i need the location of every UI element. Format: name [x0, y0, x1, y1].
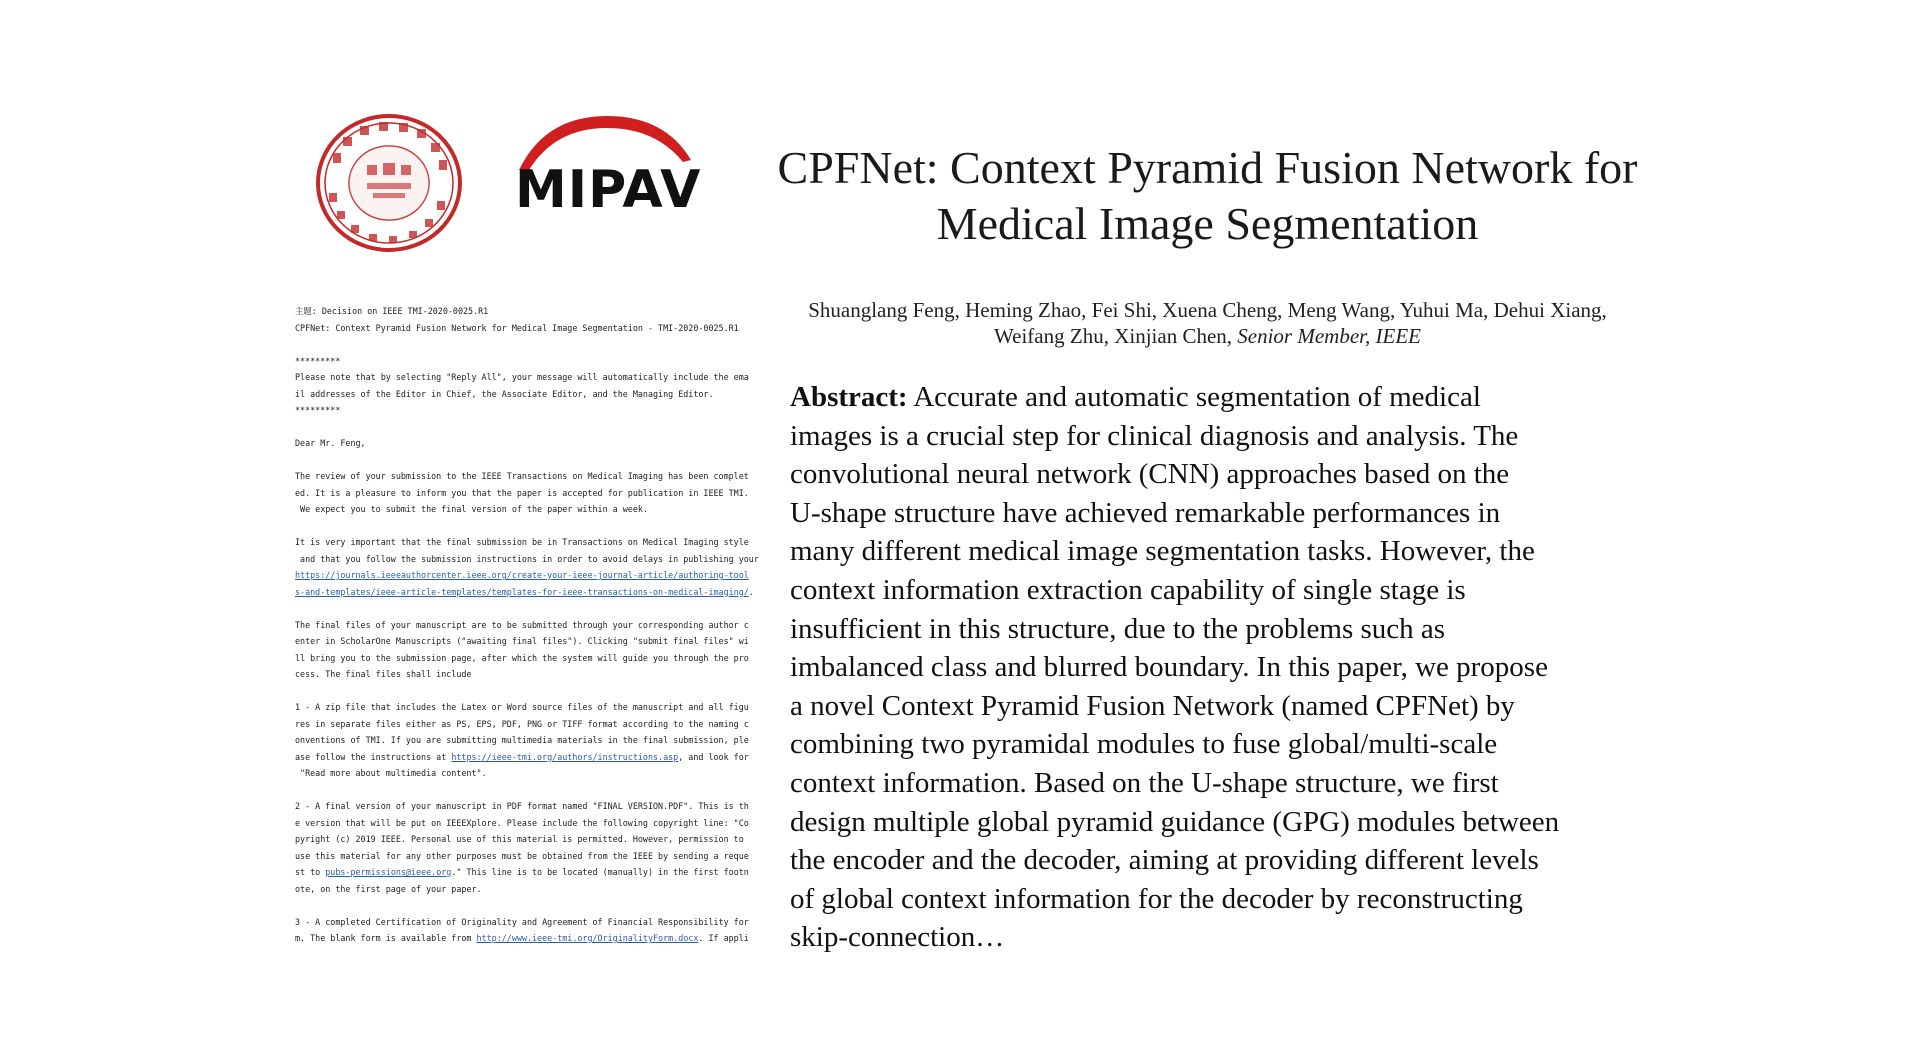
email-link-line — [295, 584, 765, 601]
email-link-line — [295, 749, 765, 766]
authors-line-2 — [740, 323, 1675, 349]
email-text: use this material for any other purposes must be obtained from the IEEE by sending a reque — [295, 850, 749, 861]
abstract-line: imbalanced class and blurred boundary. In this paper, we propose — [790, 651, 1548, 684]
email-text: e version that will be put on IEEEXplore. Please include the following copyright line: "Co — [295, 817, 749, 828]
abstract-line: skip-connection… — [790, 921, 1005, 954]
abstract-block — [790, 378, 1670, 957]
abstract-line: combining two pyramidal modules to fuse global/multi-scale — [790, 728, 1498, 761]
email-text: 2 - A final version of your manuscript in PDF format named "FINAL VERSION.PDF". This is th — [295, 801, 749, 811]
email-text: It is very important that the final submission be in Transactions on Medical Imaging style — [295, 537, 749, 547]
email-subject-paper: CPFNet: Context Pyramid Fusion Network for Medical Image Segmentation - TMI-2020-0025.R1 — [295, 322, 739, 333]
permissions-email-link[interactable]: pubs-permissions@ieee.org — [325, 867, 452, 877]
mipav-logo-text: MIPAV — [515, 160, 702, 220]
email-text: "Read more about multimedia content". — [295, 768, 487, 778]
email-text: and that you follow the submission instructions in order to avoid delays in publishing your — [295, 553, 759, 564]
email-subject: 主题: Decision on IEEE TMI-2020-0025.R1 — [295, 306, 489, 316]
email-text: il addresses of the Editor in Chief, the Associate Editor, and the Managing Editor. — [295, 388, 714, 399]
authors-role: Senior Member, IEEE — [1237, 324, 1421, 348]
abstract-line: context information. Based on the U-shape structure, we first — [790, 766, 1499, 799]
email-separator: ********* — [295, 355, 341, 366]
abstract-label: Abstract: — [790, 381, 908, 413]
paper-authors — [740, 297, 1675, 349]
paper-title — [740, 140, 1675, 252]
email-text: The final files of your manuscript are to be submitted through your corresponding author c — [295, 619, 749, 630]
title-line-1: CPFNet: Context Pyramid Fusion Network for — [777, 142, 1638, 193]
abstract-line: the encoder and the decoder, aiming at providing different levels — [790, 844, 1539, 877]
email-text: We expect you to submit the final version of the paper within a week. — [295, 504, 648, 514]
abstract-line: U-shape structure have achieved remarkable performances in — [790, 496, 1501, 529]
instructions-link[interactable]: https://ieee-tmi.org/authors/instructions.asp — [451, 751, 679, 762]
acceptance-email — [295, 303, 765, 947]
abstract-line: convolutional neural network (CNN) approaches based on the — [790, 458, 1510, 491]
abstract-line — [790, 378, 1670, 417]
authors-names-2: Weifang Zhu, Xinjian Chen, — [994, 324, 1233, 348]
abstract-line: insufficient in this structure, due to the problems such as — [790, 612, 1446, 645]
template-link[interactable]: s-and-templates/ieee-article-templates/templates-for-ieee-transactions-on-medical-imaging/ — [295, 586, 749, 597]
email-text: enter in ScholarOne Manuscripts ("awaiting final files"). Clicking "submit final files" wi — [295, 636, 749, 646]
originality-form-link[interactable]: http://www.ieee-tmi.org/OriginalityForm.docx — [476, 933, 699, 943]
email-text: onventions of TMI. If you are submitting multimedia materials in the final submission, ple — [295, 735, 749, 745]
abstract-line: of global context information for the decoder by reconstructing — [790, 882, 1523, 915]
abstract-line: design multiple global pyramid guidance (GPG) modules between — [790, 805, 1560, 838]
email-text: ." This line is to be located (manually) in the first footn — [451, 867, 749, 877]
email-text: cess. The final files shall include — [295, 669, 472, 679]
email-text: m. The blank form is available from — [295, 933, 477, 943]
abstract-line: context information extraction capability of single stage is — [790, 573, 1466, 606]
email-text: ll bring you to the submission page, after which the system will guide you through the pro — [295, 652, 749, 663]
abstract-line: many different medical image segmentation tasks. However, the — [790, 535, 1535, 568]
email-link-line — [295, 567, 765, 584]
email-link-line — [295, 930, 765, 947]
email-text: 1 - A zip file that includes the Latex or Word source files of the manuscript and all figu — [295, 702, 749, 712]
email-text: st to — [295, 867, 326, 877]
email-separator: ********* — [295, 405, 341, 415]
author-center-link[interactable]: https://journals.ieeeauthorcenter.ieee.org/create-your-ieee-journal-article/authoring-tool — [295, 570, 749, 580]
soochow-university-seal-logo — [315, 113, 463, 253]
email-text: res in separate files either as PS, EPS, PDF, PNG or TIFF format according to the naming c — [295, 718, 749, 729]
email-link-line — [295, 864, 765, 881]
title-line-2: Medical Image Segmentation — [936, 198, 1479, 249]
email-text: ase follow the instructions at — [295, 751, 452, 762]
email-text: pyright (c) 2019 IEEE. Personal use of this material is permitted. However, permission to — [295, 834, 744, 844]
email-text: Please note that by selecting "Reply All", your message will automatically include the ema — [295, 372, 749, 382]
mipav-logo — [515, 112, 702, 224]
abstract-line: images is a crucial step for clinical diagnosis and analysis. The — [790, 419, 1519, 452]
email-text: 3 - A completed Certification of Originality and Agreement of Financial Responsibility for — [295, 916, 749, 927]
email-greeting: Dear Mr. Feng, — [295, 438, 366, 448]
authors-line-1: Shuanglang Feng, Heming Zhao, Fei Shi, Xuena Cheng, Meng Wang, Yuhui Ma, Dehui Xiang, — [808, 298, 1607, 322]
email-text: , and look for — [678, 751, 749, 762]
abstract-text: Accurate and automatic segmentation of medical — [907, 381, 1481, 413]
email-text: The review of your submission to the IEEE Transactions on Medical Imaging has been complet — [295, 471, 749, 481]
abstract-line: a novel Context Pyramid Fusion Network (named CPFNet) by — [790, 689, 1515, 722]
email-text: . — [748, 586, 754, 597]
email-text: . If appli — [698, 933, 749, 943]
email-text: ed. It is a pleasure to inform you that the paper is accepted for publication in IEEE TMI. — [295, 487, 749, 498]
email-text: ote, on the first page of your paper. — [295, 883, 482, 894]
